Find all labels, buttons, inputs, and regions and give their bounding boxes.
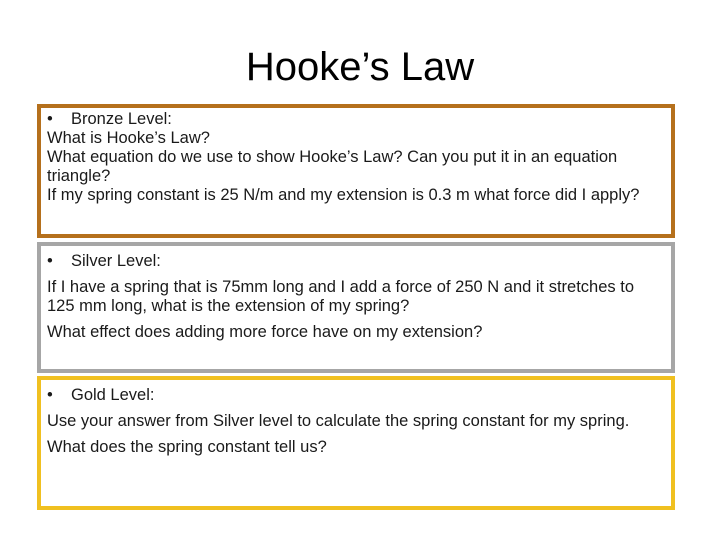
gold-heading-row bbox=[47, 382, 665, 408]
slide-title: Hooke’s Law bbox=[245, 45, 475, 89]
bronze-heading: Bronze Level: bbox=[71, 110, 172, 128]
silver-level-box bbox=[37, 242, 675, 373]
bronze-question-3: If my spring constant is 25 N/m and my extension is 0.3 m what force did I apply? bbox=[47, 186, 640, 204]
bullet-icon: • bbox=[47, 386, 53, 404]
silver-heading-row bbox=[47, 248, 665, 274]
gold-question-2: What does the spring constant tell us? bbox=[47, 438, 327, 456]
gold-heading: Gold Level: bbox=[71, 386, 155, 404]
bullet-icon: • bbox=[47, 252, 53, 270]
silver-question-1: If I have a spring that is 75mm long and I add a force of 250 N and it stretches to 125 mm long, what is the extension of my spring? bbox=[47, 278, 634, 315]
bronze-level-box bbox=[37, 104, 675, 238]
bullet-icon: • bbox=[47, 110, 53, 128]
gold-question-1: Use your answer from Silver level to calculate the spring constant for my spring. bbox=[47, 412, 630, 430]
gold-level-box bbox=[37, 376, 675, 510]
bronze-question-1: What is Hooke’s Law? bbox=[47, 129, 210, 147]
bronze-question-2: What equation do we use to show Hooke’s Law? Can you put it in an equation triangle? bbox=[47, 148, 618, 185]
silver-question-2: What effect does adding more force have on my extension? bbox=[47, 323, 483, 341]
bronze-heading-row bbox=[47, 110, 665, 129]
silver-heading: Silver Level: bbox=[71, 252, 161, 270]
